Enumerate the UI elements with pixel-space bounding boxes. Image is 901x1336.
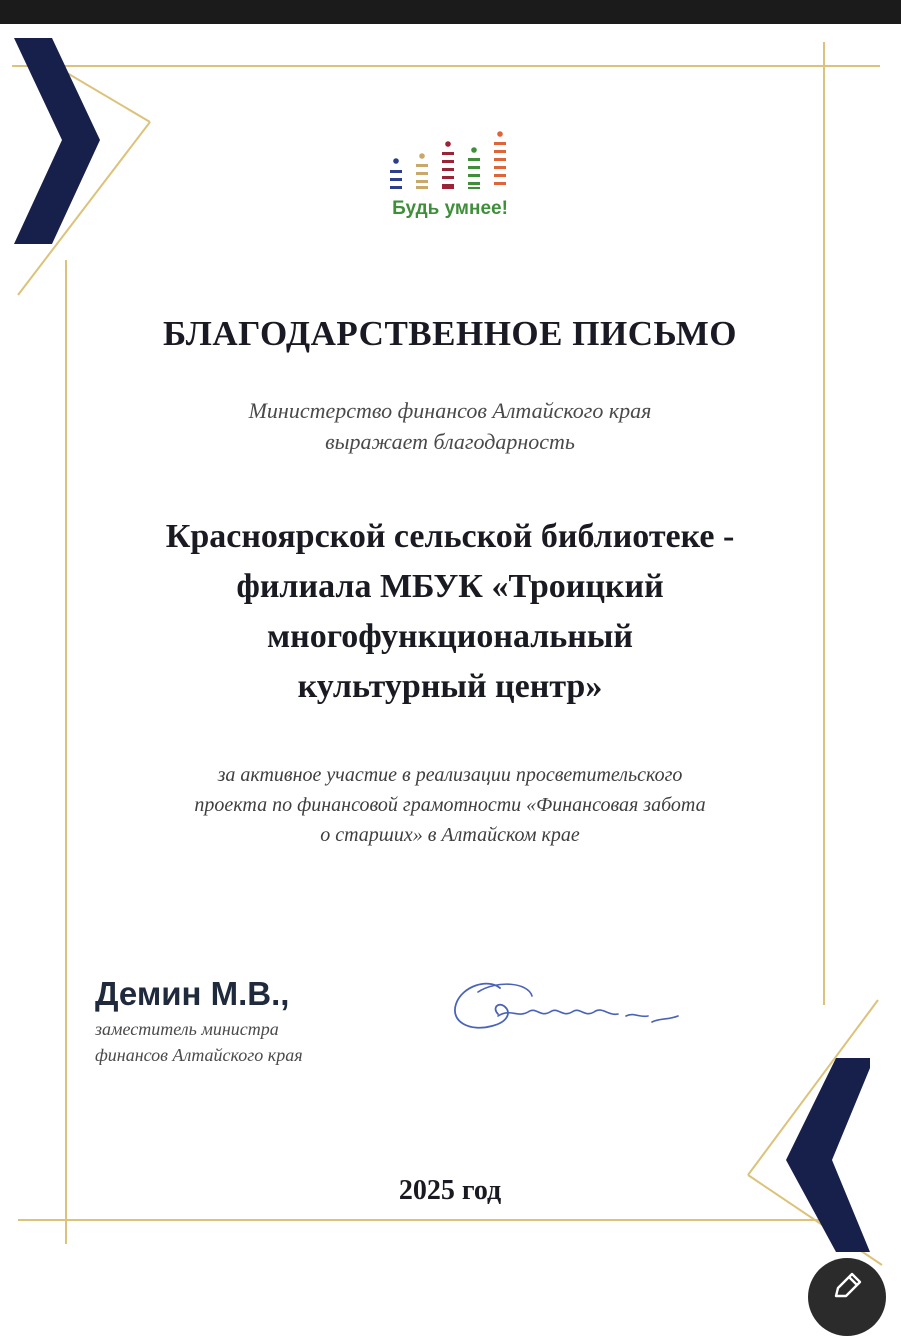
recipient-name xyxy=(60,512,840,712)
reason-line: проекта по финансовой грамотности «Финансовая забота xyxy=(194,794,706,816)
logo-slogan: Будь умнее! xyxy=(392,198,508,219)
issuer-text xyxy=(100,395,800,457)
recipient-line: культурный центр» xyxy=(297,668,603,705)
handwritten-signature xyxy=(448,972,698,1044)
document-year: 2025 год xyxy=(398,1175,502,1206)
issuer-line: Министерство финансов Алтайского края xyxy=(248,398,652,423)
chevron-right-icon xyxy=(14,38,100,244)
signer-role-line: заместитель министра xyxy=(95,1019,279,1039)
document-title: БЛАГОДАРСТВЕННОЕ ПИСЬМО xyxy=(163,314,737,353)
reason-text xyxy=(80,760,820,850)
top-status-bar xyxy=(0,0,901,24)
issuer-line: выражает благодарность xyxy=(325,429,575,454)
logo-abacus-icon xyxy=(380,128,520,194)
recipient-line: многофункциональный xyxy=(266,618,634,655)
logo xyxy=(360,128,540,238)
reason-line: за активное участие в реализации просветительского xyxy=(217,764,683,786)
signer-role xyxy=(95,1016,455,1068)
reason-line: о старших» в Алтайском крае xyxy=(320,824,580,846)
edit-icon xyxy=(830,1270,864,1304)
chevron-left-icon xyxy=(786,1058,870,1252)
signer-name: Демин М.В., xyxy=(95,975,290,1012)
recipient-line: филиала МБУК «Троицкий xyxy=(236,568,664,605)
edit-button[interactable] xyxy=(808,1258,886,1336)
recipient-line: Красноярской сельской библиотеке - xyxy=(165,518,735,555)
signer-role-line: финансов Алтайского края xyxy=(95,1045,303,1065)
